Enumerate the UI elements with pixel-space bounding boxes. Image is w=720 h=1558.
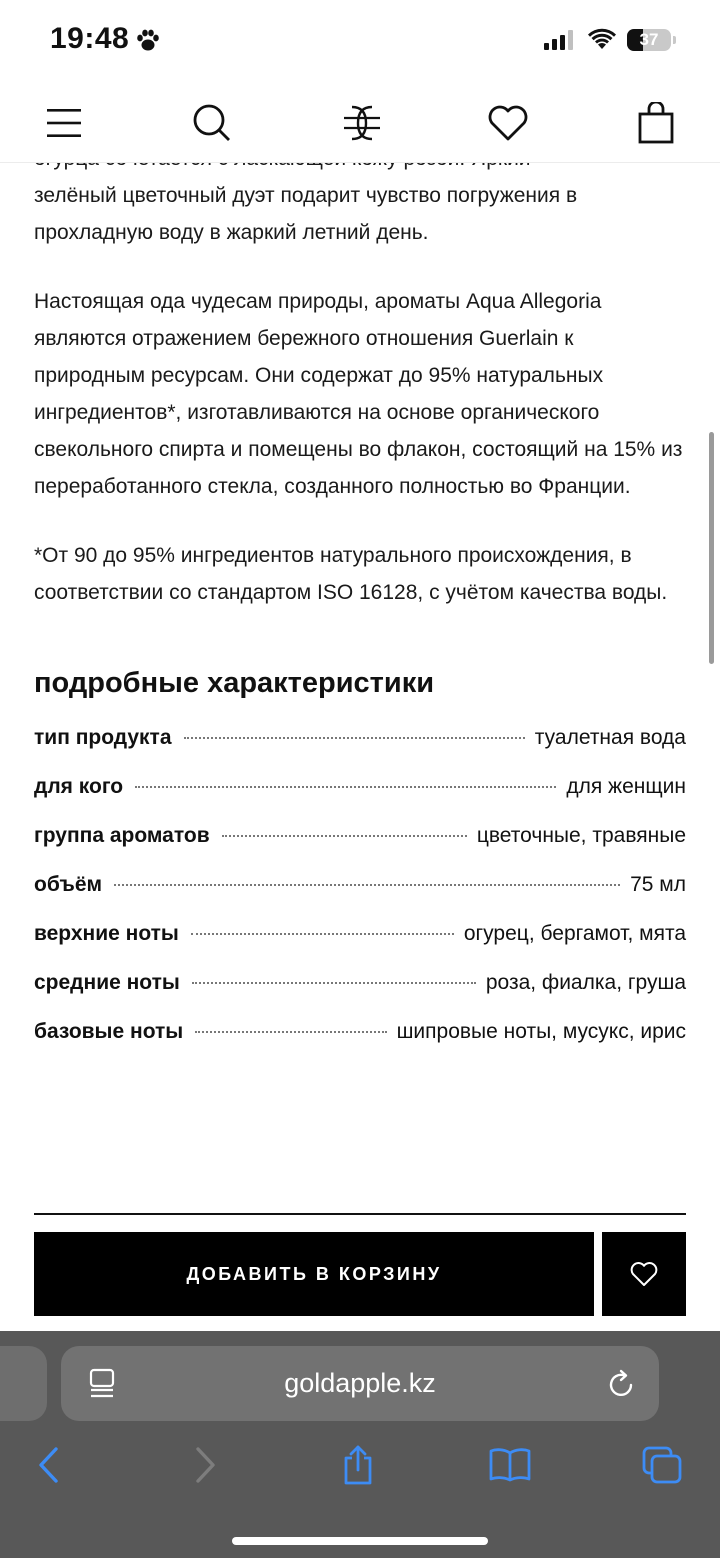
add-to-favorites-button[interactable] xyxy=(602,1232,686,1316)
battery-indicator xyxy=(627,29,671,51)
spec-dots xyxy=(135,786,556,788)
battery-percent: 37 xyxy=(639,30,659,49)
spec-value: роза, фиалка, груша xyxy=(485,971,686,994)
spec-value: 75 мл xyxy=(630,873,686,896)
home-logo-button[interactable] xyxy=(338,100,386,146)
spec-value: цветочные, травяные xyxy=(476,824,686,847)
add-to-cart-button[interactable]: ДОБАВИТЬ В КОРЗИНУ xyxy=(34,1232,594,1316)
chevron-right-icon xyxy=(194,1446,218,1484)
spec-value: для женщин xyxy=(566,775,686,798)
book-icon xyxy=(488,1447,532,1483)
spec-row xyxy=(34,873,686,922)
spec-value: шипровые ноты, мусукс, ирис xyxy=(396,1020,686,1043)
spec-row xyxy=(34,824,686,873)
spec-dots xyxy=(191,933,454,935)
spec-label: базовые ноты xyxy=(34,1020,184,1043)
share-button[interactable] xyxy=(334,1441,382,1489)
spec-row xyxy=(34,775,686,824)
product-description xyxy=(34,140,686,1069)
spec-label: объём xyxy=(34,873,103,896)
spec-label: средние ноты xyxy=(34,971,180,994)
previous-tab-peek[interactable] xyxy=(0,1346,47,1421)
spec-dots xyxy=(184,737,525,739)
spec-value: огурец, бергамот, мята xyxy=(463,922,686,945)
brand-logo-icon xyxy=(342,104,382,142)
share-icon xyxy=(340,1444,376,1486)
home-indicator[interactable] xyxy=(232,1537,488,1545)
bookmarks-button[interactable] xyxy=(486,1441,534,1489)
address-bar[interactable] xyxy=(61,1346,659,1421)
paw-icon xyxy=(135,28,161,54)
spec-label: группа ароматов xyxy=(34,824,210,847)
tabs-button[interactable] xyxy=(638,1441,686,1489)
spec-value: туалетная вода xyxy=(534,726,686,749)
menu-icon xyxy=(47,108,81,138)
favorites-button[interactable] xyxy=(484,100,532,146)
spec-label: тип продукта xyxy=(34,726,172,749)
wifi-icon xyxy=(587,28,617,50)
spec-row xyxy=(34,971,686,1020)
back-button[interactable] xyxy=(24,1441,72,1489)
spec-label: для кого xyxy=(34,775,124,798)
cart-button[interactable] xyxy=(632,100,680,146)
divider xyxy=(34,1213,686,1215)
specs-title: подробные характеристики xyxy=(34,667,435,699)
chevron-left-icon xyxy=(36,1446,60,1484)
spec-dots xyxy=(222,835,467,837)
heart-outline-icon xyxy=(630,1261,658,1287)
description-paragraph-3: *От 90 до 95% ингредиентов натурального происхождения, в соответствии со стандартом ISO 16128, с учётом качества воды. xyxy=(34,544,668,604)
description-paragraph-2: Настоящая ода чудесам природы, ароматы Aqua Allegoria являются отражением бережного отношения Guerlain к природным ресурсам. Они содержат до 95% натуральных ингредиентов*, изготавливаются на основе органического свекольного спирта и помещены во флакон, состоящий на 15% из переработанного стекла, созданного полностью во Франции. xyxy=(34,290,683,498)
status-time: 19:48 xyxy=(50,22,130,55)
description-paragraph-1: зелёный цветочный дуэт подарит чувство погружения в прохладную воду в жаркий летний день. xyxy=(34,184,578,244)
reload-icon[interactable] xyxy=(607,1368,637,1400)
tabs-icon xyxy=(641,1445,683,1485)
cellular-signal-icon xyxy=(544,30,576,50)
heart-icon xyxy=(487,104,529,142)
spec-label: верхние ноты xyxy=(34,922,179,945)
url-text: goldapple.kz xyxy=(284,1368,436,1398)
search-button[interactable] xyxy=(188,100,236,146)
status-bar xyxy=(0,0,720,84)
spec-dots xyxy=(195,1031,386,1033)
spec-row xyxy=(34,922,686,971)
spec-dots xyxy=(114,884,620,886)
bag-icon xyxy=(637,102,675,144)
spec-row xyxy=(34,1020,686,1069)
top-nav xyxy=(0,84,720,163)
battery-tip xyxy=(673,36,676,44)
scrollbar-thumb[interactable] xyxy=(709,432,714,664)
search-icon xyxy=(192,103,232,143)
spec-row xyxy=(34,726,686,775)
forward-button[interactable] xyxy=(182,1441,230,1489)
menu-button[interactable] xyxy=(40,100,88,146)
spec-dots xyxy=(192,982,476,984)
browser-toolbar xyxy=(0,1331,720,1558)
specs-list xyxy=(34,726,686,1069)
